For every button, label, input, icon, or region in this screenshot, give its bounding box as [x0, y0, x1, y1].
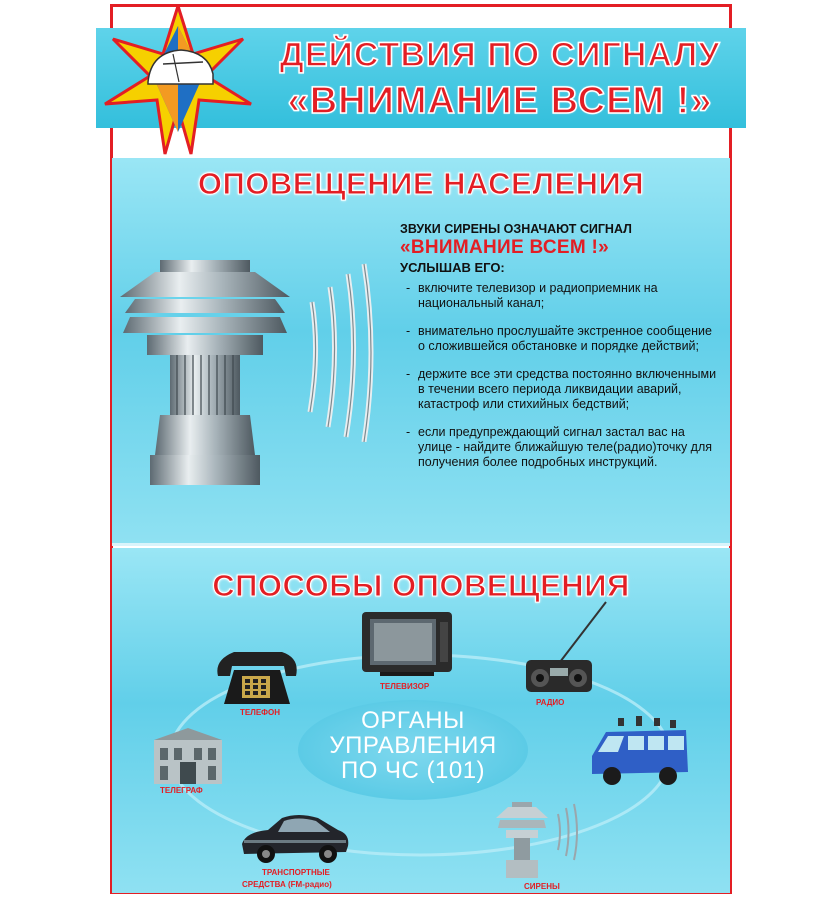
alarm-signal-text: «ВНИМАНИЕ ВСЕМ !» — [400, 237, 610, 258]
instruction-item: - включите телевизор и радиоприемник на национальный канал; — [400, 281, 720, 311]
radio-icon — [520, 600, 610, 696]
poster-title-line2: «ВНИМАНИЕ ВСЕМ !» — [287, 80, 713, 122]
instructions-block — [400, 222, 720, 483]
tv-icon — [360, 610, 454, 676]
transport-label-line2: СРЕДСТВА (FM-радио) — [242, 880, 332, 889]
methods-section-title: СПОСОБЫ ОПОВЕЩЕНИЯ — [212, 568, 630, 603]
telephone-label: ТЕЛЕФОН — [240, 708, 280, 717]
instruction-item: - внимательно прослушайте экстренное сообщение о сложившейся обстановке и порядке действий; — [400, 324, 720, 354]
radio-label: РАДИО — [536, 698, 565, 707]
hear-it-text: УСЛЫШАВ ЕГО: — [400, 260, 505, 275]
sirens-label: СИРЕНЫ — [524, 882, 560, 891]
small-sound-waves-icon — [554, 800, 584, 864]
instruction-item: - держите все эти средства постоянно включенными в течении всего периода ликвидации аварий, катастроф или стихийных бедствий; — [400, 367, 720, 412]
telegraph-building-icon — [152, 726, 224, 784]
emergency-van-icon — [588, 716, 692, 786]
center-line: ПО ЧС (101) — [340, 757, 486, 784]
center-line: ОРГАНЫ — [361, 707, 465, 734]
center-line: УПРАВЛЕНИЯ — [329, 732, 497, 759]
instruction-item: - если предупреждающий сигнал застал вас на улице - найдите ближайшую теле(радио)точку для получения более подробных инструкций. — [400, 425, 720, 470]
emergency-authority-label — [298, 708, 528, 783]
sound-waves-icon — [300, 262, 380, 442]
instructions-list — [400, 281, 720, 470]
emergency-emblem-icon — [103, 4, 253, 156]
siren-lead-text: ЗВУКИ СИРЕНЫ ОЗНАЧАЮТ СИГНАЛ — [400, 222, 632, 236]
telegraph-label: ТЕЛЕГРАФ — [160, 786, 203, 795]
telephone-icon — [210, 646, 302, 706]
transport-label-line1: ТРАНСПОРТНЫЕ — [262, 868, 330, 877]
small-siren-icon — [494, 800, 550, 880]
car-icon — [238, 810, 352, 864]
tv-label: ТЕЛЕВИЗОР — [380, 682, 430, 691]
poster-title-line1: ДЕЙСТВИЯ ПО СИГНАЛУ — [279, 36, 721, 74]
alert-section-title: ОПОВЕЩЕНИЕ НАСЕЛЕНИЯ — [197, 166, 645, 201]
siren-icon — [115, 255, 295, 490]
